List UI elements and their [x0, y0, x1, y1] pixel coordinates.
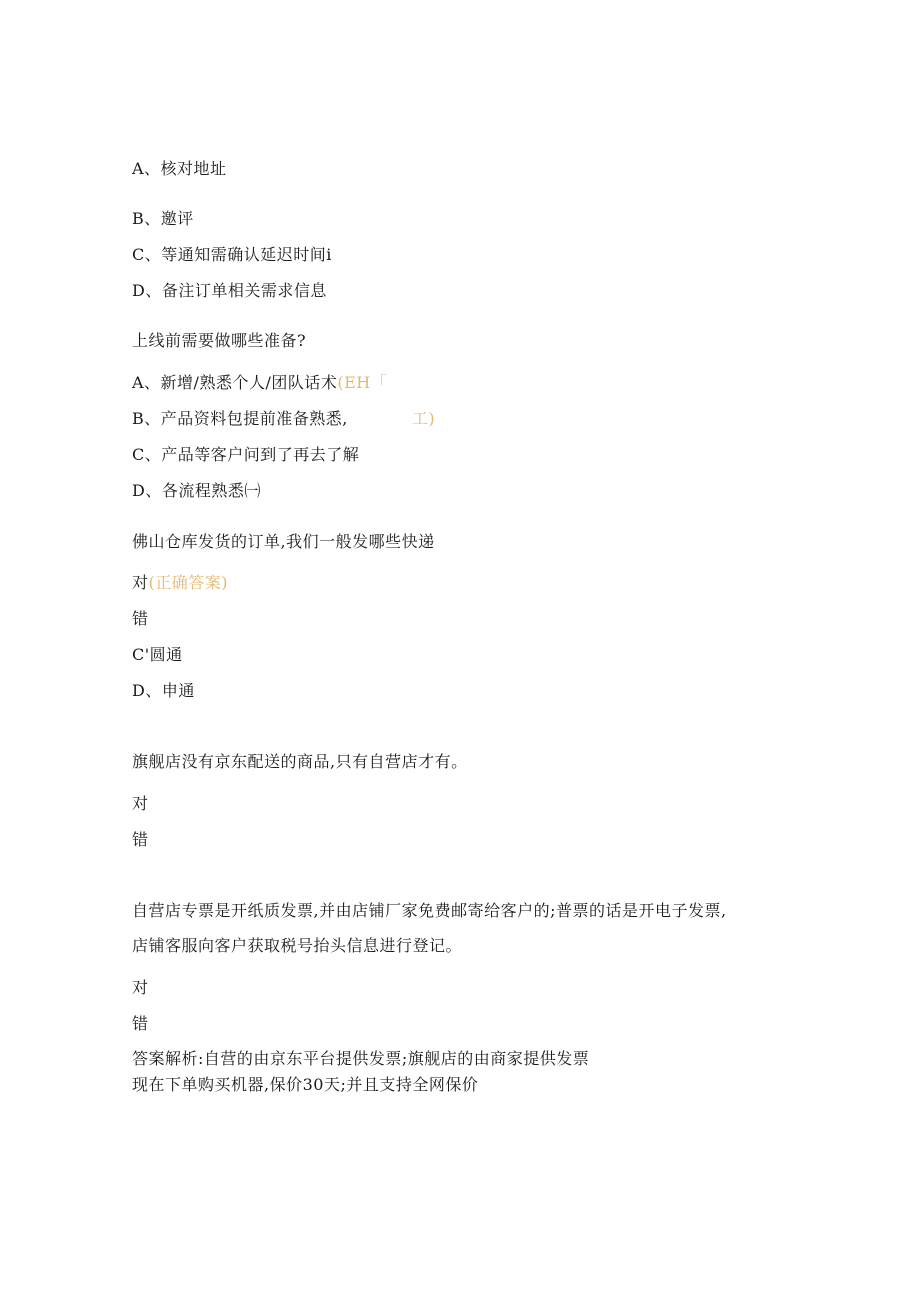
- q2-option-a-mark: (EH「: [337, 373, 388, 392]
- correct-answer-mark: (正确答案): [148, 573, 229, 592]
- q2-option-b: [132, 409, 435, 429]
- q2-question: 上线前需要做哪些准备?: [132, 331, 307, 350]
- q3-option-c: C'圆通: [132, 645, 183, 664]
- q1-option-d: D、备注订单相关需求信息: [132, 281, 327, 300]
- q2-option-a: [132, 373, 387, 393]
- q3-question: 佛山仓库发货的订单,我们一般发哪些快递: [132, 532, 435, 551]
- q3-option-a: [132, 573, 228, 593]
- q1-option-a: A、核对地址: [132, 159, 227, 178]
- q5-option-true: 对: [132, 978, 149, 997]
- q3-option-b: 错: [132, 609, 149, 628]
- answer-analysis-line-2: 现在下单购买机器,保价30天;并且支持全网保价: [132, 1075, 479, 1094]
- q2-option-a-text: A、新增/熟悉个人/团队话术: [132, 373, 338, 392]
- q4-question: 旗舰店没有京东配送的商品,只有自营店才有。: [132, 752, 468, 771]
- q4-option-false: 错: [132, 830, 149, 849]
- q4-option-true: 对: [132, 794, 149, 813]
- q2-option-b-text: B、产品资料包提前准备熟悉,: [132, 409, 348, 428]
- q5-question-line-2: 店铺客服向客户获取税号抬头信息进行登记。: [132, 936, 463, 955]
- q1-option-b: B、邀评: [132, 209, 194, 228]
- q3-option-a-text: 对: [132, 573, 149, 592]
- q2-option-d: D、各流程熟悉㈠: [132, 481, 261, 500]
- q2-option-b-mark: 工): [411, 409, 436, 428]
- answer-analysis-line-1: 答案解析:自营的由京东平台提供发票;旗舰店的由商家提供发票: [132, 1049, 590, 1068]
- q5-question-line-1: 自营店专票是开纸质发票,并由店铺厂家免费邮寄给客户的;普票的话是开电子发票,: [132, 901, 727, 920]
- q5-option-false: 错: [132, 1014, 149, 1033]
- q3-option-d: D、申通: [132, 681, 195, 700]
- q2-option-c: C、产品等客户问到了再去了解: [132, 445, 360, 464]
- q1-option-c: C、等通知需确认延迟时间i: [132, 245, 332, 264]
